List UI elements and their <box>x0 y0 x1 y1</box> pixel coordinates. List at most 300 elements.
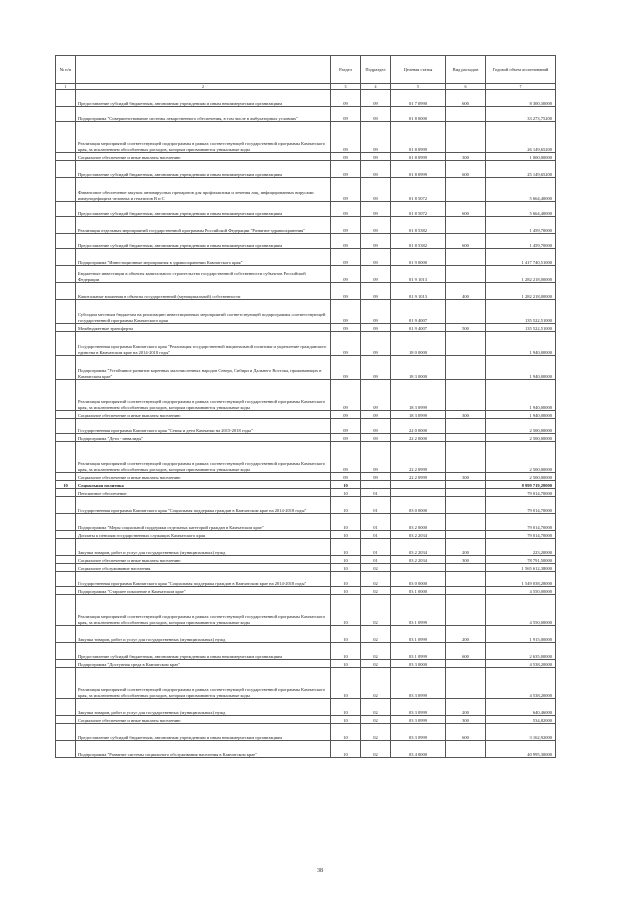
row-target-article: 03 3 0999 <box>391 724 446 741</box>
row-target-article: 18 3 0999 <box>391 411 446 419</box>
row-number <box>56 234 76 249</box>
row-number <box>56 217 76 234</box>
row-number <box>56 249 76 266</box>
table-row <box>56 716 556 724</box>
row-expense-type <box>446 572 486 587</box>
column-number: 3 <box>331 84 361 90</box>
row-target-article: 01 8 0999 <box>391 122 446 153</box>
row-target-article: 01 8 0000 <box>391 107 446 122</box>
table-row <box>56 724 556 741</box>
row-name: Подпрограмма "Совершенствование системы лекарственного обеспечения, в том числе в амбулаторных условиях" <box>76 107 331 122</box>
row-name: Государственная программа Камчатского края "Социальная поддержка граждан в Камчатском крае на 2014-2018 годы" <box>76 497 331 514</box>
row-name: Социальная политика <box>76 481 331 489</box>
row-amount: 1 282 218,00000 <box>486 266 556 283</box>
row-section: 09 <box>331 161 361 178</box>
table-row <box>56 266 556 283</box>
row-target-article: 03 3 0999 <box>391 716 446 724</box>
row-expense-type <box>446 249 486 266</box>
row-amount: 79 014,70000 <box>486 531 556 539</box>
row-number <box>56 473 76 481</box>
table-row <box>56 122 556 153</box>
row-target-article: 01 8 5072 <box>391 178 446 202</box>
row-subsection: 02 <box>361 724 391 741</box>
row-name: Социальное обеспечение и иные выплаты населению <box>76 556 331 564</box>
row-amount: 26 149,65200 <box>486 122 556 153</box>
row-target-article: 03 4 0000 <box>391 741 446 758</box>
table-row <box>56 178 556 202</box>
table-row <box>56 741 556 758</box>
row-target-article: 18 3 0000 <box>391 356 446 380</box>
row-section: 09 <box>331 356 361 380</box>
row-name: Социальное обслуживание населения <box>76 564 331 572</box>
row-amount: 223,20000 <box>486 539 556 556</box>
row-amount: 4 550,00000 <box>486 595 556 626</box>
row-expense-type <box>446 332 486 356</box>
row-number <box>56 356 76 380</box>
row-expense-type: 300 <box>446 473 486 481</box>
row-expense-type <box>446 442 486 473</box>
row-section: 09 <box>331 442 361 473</box>
row-name: Субсидии местным бюджетам на реализацию инвестиционных мероприятий соответствующей подпрограммы соответствующей государственной программы Камчатского края <box>76 300 331 324</box>
row-subsection: 02 <box>361 660 391 668</box>
row-expense-type: 500 <box>446 324 486 332</box>
row-subsection: 09 <box>361 411 391 419</box>
row-amount: 1 549 038,28000 <box>486 572 556 587</box>
row-name: Социальное обеспечение и иные выплаты населению <box>76 473 331 481</box>
row-subsection: 02 <box>361 699 391 716</box>
row-expense-type <box>446 514 486 531</box>
row-amount: 1 459,70000 <box>486 217 556 234</box>
row-section: 09 <box>331 283 361 300</box>
row-section: 10 <box>331 539 361 556</box>
row-name: Предоставление субсидий бюджетным, автономным учреждениям и иным некоммерческим организациям <box>76 724 331 741</box>
row-amount: 534,82000 <box>486 716 556 724</box>
row-target-article: 03 2 0000 <box>391 514 446 531</box>
row-subsection: 09 <box>361 107 391 122</box>
row-section: 09 <box>331 249 361 266</box>
row-number <box>56 741 76 758</box>
row-section: 10 <box>331 489 361 497</box>
row-expense-type: 300 <box>446 411 486 419</box>
row-amount: 8 300,30000 <box>486 90 556 107</box>
row-target-article: 01 9 1013 <box>391 266 446 283</box>
table-row <box>56 249 556 266</box>
row-expense-type <box>446 481 486 489</box>
row-expense-type <box>446 497 486 514</box>
row-amount: 2 500,00000 <box>486 419 556 434</box>
row-amount: 2 500,00000 <box>486 434 556 442</box>
table-row <box>56 442 556 473</box>
table-row <box>56 356 556 380</box>
header-amount: Годовой объем ассигнований <box>486 56 556 84</box>
header-section: Раздел <box>331 56 361 84</box>
row-number <box>56 161 76 178</box>
header-target: Целевая статья <box>391 56 446 84</box>
row-number <box>56 380 76 411</box>
row-expense-type <box>446 178 486 202</box>
row-section: 09 <box>331 434 361 442</box>
row-target-article: 01 8 0999 <box>391 161 446 178</box>
row-section: 10 <box>331 741 361 758</box>
row-target-article <box>391 564 446 572</box>
row-target-article: 03 1 0000 <box>391 587 446 595</box>
table-row <box>56 324 556 332</box>
row-number <box>56 699 76 716</box>
row-amount: 1 940,00000 <box>486 356 556 380</box>
row-expense-type <box>446 660 486 668</box>
row-name: Бюджетные инвестиции в объекты капитального строительства государственной собственности субъектов Российской Федерации <box>76 266 331 283</box>
row-subsection: 09 <box>361 266 391 283</box>
table-row <box>56 539 556 556</box>
row-name: Реализация отдельных мероприятий государственной программы Российской Федерации "Развитие здравоохранения" <box>76 217 331 234</box>
table-row <box>56 489 556 497</box>
row-expense-type: 300 <box>446 153 486 161</box>
row-amount: 5 664,40000 <box>486 202 556 217</box>
row-expense-type <box>446 531 486 539</box>
row-target-article: 22 2 0000 <box>391 434 446 442</box>
row-subsection: 09 <box>361 217 391 234</box>
row-target-article: 01 9 1013 <box>391 283 446 300</box>
row-amount: 1 940,00000 <box>486 380 556 411</box>
column-number: 2 <box>76 84 331 90</box>
table-row <box>56 556 556 564</box>
row-expense-type <box>446 122 486 153</box>
row-amount: 33 273,75200 <box>486 107 556 122</box>
row-amount: 5 664,40000 <box>486 178 556 202</box>
column-number: 4 <box>361 84 391 90</box>
row-section: 09 <box>331 234 361 249</box>
row-expense-type: 200 <box>446 626 486 643</box>
row-number <box>56 419 76 434</box>
row-expense-type: 600 <box>446 202 486 217</box>
row-name: Реализация мероприятий соответствующей подпрограммы в рамках соответствующей государственной программы Камчатского края, за исключением обособленных расходов, которым присваиваются уникальные коды <box>76 668 331 699</box>
table-row <box>56 497 556 514</box>
row-name: Закупка товаров, работ и услуг для государственных (муниципальных) нужд <box>76 539 331 556</box>
row-number <box>56 572 76 587</box>
row-number <box>56 411 76 419</box>
row-subsection: 09 <box>361 90 391 107</box>
row-subsection: 09 <box>361 300 391 324</box>
row-amount: 2 635,00000 <box>486 643 556 660</box>
row-expense-type: 600 <box>446 234 486 249</box>
row-subsection: 09 <box>361 122 391 153</box>
row-expense-type <box>446 668 486 699</box>
row-number <box>56 434 76 442</box>
row-amount: 640,46000 <box>486 699 556 716</box>
row-subsection: 01 <box>361 514 391 531</box>
row-number <box>56 122 76 153</box>
row-number <box>56 107 76 122</box>
row-number <box>56 564 76 572</box>
column-number: 6 <box>446 84 486 90</box>
row-section: 10 <box>331 572 361 587</box>
row-section: 10 <box>331 531 361 539</box>
row-amount: 2 500,00000 <box>486 473 556 481</box>
row-number <box>56 595 76 626</box>
row-section: 10 <box>331 497 361 514</box>
row-target-article: 03 2 2034 <box>391 539 446 556</box>
row-number <box>56 332 76 356</box>
row-number <box>56 283 76 300</box>
row-target-article: 01 9 0000 <box>391 249 446 266</box>
row-target-article: 01 9 4007 <box>391 300 446 324</box>
row-section: 09 <box>331 473 361 481</box>
row-name: Подпрограмма "Доступная среда в Камчатском крае" <box>76 660 331 668</box>
row-amount: 78 791,50000 <box>486 556 556 564</box>
row-number <box>56 531 76 539</box>
row-section: 10 <box>331 564 361 572</box>
budget-sheet <box>55 55 555 758</box>
row-expense-type: 400 <box>446 283 486 300</box>
row-expense-type: 600 <box>446 161 486 178</box>
row-amount: 135 522,51000 <box>486 324 556 332</box>
row-target-article <box>391 481 446 489</box>
row-number <box>56 90 76 107</box>
row-name: Пенсионное обеспечение <box>76 489 331 497</box>
row-number <box>56 178 76 202</box>
row-subsection: 09 <box>361 153 391 161</box>
row-target-article: 22 2 0999 <box>391 473 446 481</box>
row-amount: 1 417 740,51000 <box>486 249 556 266</box>
row-subsection: 01 <box>361 556 391 564</box>
row-subsection: 02 <box>361 587 391 595</box>
column-number: 1 <box>56 84 76 90</box>
row-amount: 1 282 218,00000 <box>486 283 556 300</box>
row-target-article: 01 8 5072 <box>391 202 446 217</box>
row-subsection: 09 <box>361 442 391 473</box>
table-row <box>56 411 556 419</box>
row-target-article: 18 0 0000 <box>391 332 446 356</box>
row-target-article: 03 0 0000 <box>391 572 446 587</box>
row-target-article: 01 7 0990 <box>391 90 446 107</box>
row-name: Реализация мероприятий соответствующей подпрограммы в рамках соответствующей государственной программы Камчатского края, за исключением обособленных расходов, которым присваиваются уникальные коды <box>76 122 331 153</box>
row-subsection: 09 <box>361 178 391 202</box>
row-number <box>56 716 76 724</box>
table-row <box>56 643 556 660</box>
row-section: 10 <box>331 626 361 643</box>
row-section: 10 <box>331 481 361 489</box>
table-row <box>56 531 556 539</box>
header-num: № п/п <box>56 56 76 84</box>
table-row <box>56 283 556 300</box>
row-expense-type: 600 <box>446 90 486 107</box>
table-body <box>56 90 556 758</box>
row-name: Закупка товаров, работ и услуг для государственных (муниципальных) нужд <box>76 626 331 643</box>
row-expense-type <box>446 107 486 122</box>
header-exp-type: Вид расходов <box>446 56 486 84</box>
table-row <box>56 153 556 161</box>
budget-table <box>55 55 556 758</box>
row-subsection: 01 <box>361 497 391 514</box>
row-section: 09 <box>331 90 361 107</box>
row-subsection: 09 <box>361 332 391 356</box>
row-section: 10 <box>331 724 361 741</box>
row-name: Предоставление субсидий бюджетным, автономным учреждениям и иным некоммерческим организациям <box>76 643 331 660</box>
row-name: Подпрограмма "Старшее поколение в Камчатском крае" <box>76 587 331 595</box>
row-subsection <box>361 481 391 489</box>
row-section: 10 <box>331 668 361 699</box>
row-amount: 1 940,00000 <box>486 332 556 356</box>
row-section: 10 <box>331 643 361 660</box>
row-amount: 1 000,00000 <box>486 153 556 161</box>
table-row <box>56 587 556 595</box>
row-name: Социальное обеспечение и иные выплаты населению <box>76 153 331 161</box>
table-row <box>56 514 556 531</box>
row-amount: 4 550,00000 <box>486 587 556 595</box>
row-expense-type: 300 <box>446 716 486 724</box>
row-name: Подпрограмма "Меры социальной поддержки отдельных категорий граждан в Камчатском крае" <box>76 514 331 531</box>
row-name: Предоставление субсидий бюджетным, автономным учреждениям и иным некоммерческим организациям <box>76 234 331 249</box>
row-target-article: 01 8 0999 <box>391 153 446 161</box>
row-section: 09 <box>331 178 361 202</box>
row-name: Доплаты к пенсиям государственных служащих Камчатского края <box>76 531 331 539</box>
row-section: 10 <box>331 699 361 716</box>
row-subsection: 09 <box>361 249 391 266</box>
row-subsection: 01 <box>361 539 391 556</box>
row-name: Подпрограмма "Развитие системы социального обслуживания населения в Камчатском крае" <box>76 741 331 758</box>
table-row <box>56 660 556 668</box>
row-target-article <box>391 489 446 497</box>
row-target-article: 03 3 0000 <box>391 660 446 668</box>
row-subsection: 02 <box>361 572 391 587</box>
table-row <box>56 217 556 234</box>
row-subsection: 02 <box>361 595 391 626</box>
table-row <box>56 572 556 587</box>
row-subsection: 09 <box>361 419 391 434</box>
row-subsection: 09 <box>361 283 391 300</box>
row-section: 10 <box>331 556 361 564</box>
row-number <box>56 497 76 514</box>
row-number <box>56 643 76 660</box>
row-subsection: 01 <box>361 489 391 497</box>
table-row <box>56 332 556 356</box>
header-subsection: Подраздел <box>361 56 391 84</box>
row-section: 09 <box>331 217 361 234</box>
row-section: 09 <box>331 122 361 153</box>
row-amount: 1 459,70000 <box>486 234 556 249</box>
row-target-article: 03 0 0000 <box>391 497 446 514</box>
row-name: Реализация мероприятий соответствующей подпрограммы в рамках соответствующей государственной программы Камчатского края, за исключением обособленных расходов, которым присваиваются уникальные коды <box>76 380 331 411</box>
row-expense-type: 200 <box>446 699 486 716</box>
row-name: Предоставление субсидий бюджетным, автономным учреждениям и иным некоммерческим организациям <box>76 161 331 178</box>
row-amount: 79 014,70000 <box>486 489 556 497</box>
row-target-article: 22 0 0000 <box>391 419 446 434</box>
row-target-article: 03 1 0999 <box>391 643 446 660</box>
row-number <box>56 324 76 332</box>
row-amount: 25 149,65200 <box>486 161 556 178</box>
row-number <box>56 724 76 741</box>
row-target-article: 03 2 2034 <box>391 531 446 539</box>
header-row <box>56 56 556 84</box>
row-section: 10 <box>331 514 361 531</box>
row-amount: 1 915,00000 <box>486 626 556 643</box>
table-row <box>56 107 556 122</box>
row-amount: 4 538,20000 <box>486 660 556 668</box>
row-amount: 135 522,51000 <box>486 300 556 324</box>
row-expense-type: 600 <box>446 643 486 660</box>
row-name: Подпрограмма "Устойчивое развитие коренных малочисленных народов Севера, Сибири и Дальнего Востока, проживающих в Камчатском крае" <box>76 356 331 380</box>
row-target-article: 03 1 0999 <box>391 595 446 626</box>
row-target-article: 01 9 4007 <box>391 324 446 332</box>
row-subsection: 02 <box>361 741 391 758</box>
row-number <box>56 489 76 497</box>
row-subsection: 09 <box>361 473 391 481</box>
table-row <box>56 434 556 442</box>
row-number <box>56 300 76 324</box>
row-section: 10 <box>331 595 361 626</box>
table-row <box>56 699 556 716</box>
row-number: 10 <box>56 481 76 489</box>
row-subsection: 02 <box>361 643 391 660</box>
row-number <box>56 556 76 564</box>
row-subsection: 02 <box>361 564 391 572</box>
table-row <box>56 473 556 481</box>
row-section: 09 <box>331 380 361 411</box>
row-number <box>56 442 76 473</box>
row-expense-type <box>446 356 486 380</box>
table-row <box>56 481 556 489</box>
header-name <box>76 56 331 84</box>
row-section: 09 <box>331 332 361 356</box>
column-number: 5 <box>391 84 446 90</box>
row-section: 09 <box>331 419 361 434</box>
row-number <box>56 202 76 217</box>
row-amount: 2 500,00000 <box>486 442 556 473</box>
table-row <box>56 380 556 411</box>
row-target-article: 22 2 0999 <box>391 442 446 473</box>
row-expense-type: 300 <box>446 556 486 564</box>
row-target-article: 03 3 0999 <box>391 699 446 716</box>
row-amount: 79 014,70000 <box>486 497 556 514</box>
row-subsection: 09 <box>361 161 391 178</box>
row-number <box>56 660 76 668</box>
row-expense-type <box>446 564 486 572</box>
row-name: Предоставление субсидий бюджетным, автономным учреждениям и иным некоммерческим организациям <box>76 202 331 217</box>
table-row <box>56 626 556 643</box>
row-name: Государственная программа Камчатского края "Семья и дети Камчатки на 2015-2018 годы" <box>76 419 331 434</box>
row-number <box>56 668 76 699</box>
row-target-article: 18 3 0999 <box>391 380 446 411</box>
row-subsection: 09 <box>361 202 391 217</box>
row-target-article: 01 8 5382 <box>391 234 446 249</box>
row-expense-type <box>446 217 486 234</box>
row-section: 09 <box>331 266 361 283</box>
row-number <box>56 587 76 595</box>
row-expense-type: 600 <box>446 724 486 741</box>
row-subsection: 09 <box>361 380 391 411</box>
row-section: 10 <box>331 660 361 668</box>
row-name: Капитальные вложения в объекты государственной (муниципальной) собственности <box>76 283 331 300</box>
row-amount: 40 995,30000 <box>486 741 556 758</box>
row-subsection: 02 <box>361 668 391 699</box>
row-subsection: 09 <box>361 356 391 380</box>
row-section: 10 <box>331 716 361 724</box>
row-amount: 79 014,70000 <box>486 514 556 531</box>
row-amount: 3 162,92000 <box>486 724 556 741</box>
row-name: Социальное обеспечение и иные выплаты населению <box>76 411 331 419</box>
table-row <box>56 300 556 324</box>
row-expense-type <box>446 587 486 595</box>
table-row <box>56 234 556 249</box>
row-subsection: 09 <box>361 324 391 332</box>
row-number <box>56 626 76 643</box>
row-expense-type <box>446 380 486 411</box>
row-expense-type: 200 <box>446 539 486 556</box>
row-expense-type <box>446 741 486 758</box>
table-row <box>56 595 556 626</box>
row-expense-type <box>446 266 486 283</box>
row-name: Межбюджетные трансферты <box>76 324 331 332</box>
